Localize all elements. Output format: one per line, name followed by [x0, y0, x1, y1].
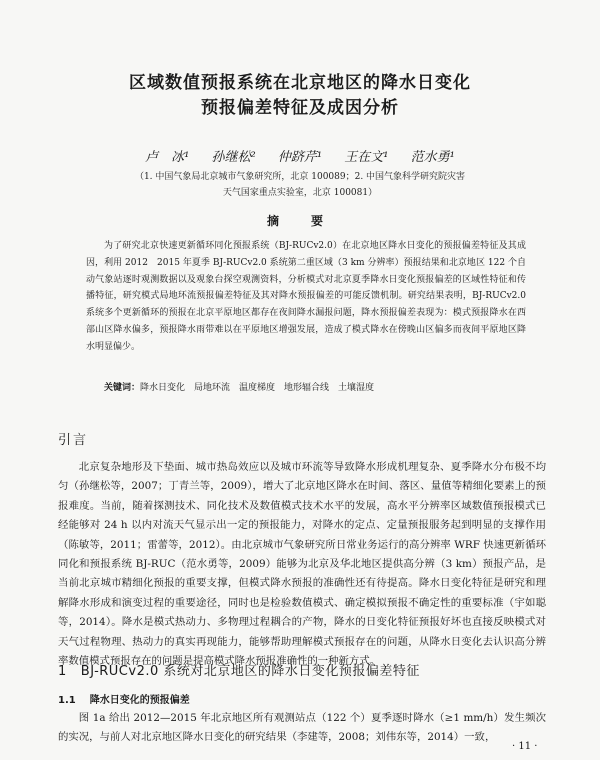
- author: 王在文¹: [344, 150, 389, 165]
- paper-title-line2: 预报偏差特征及成因分析: [201, 98, 399, 118]
- section-title: BJ-RUCv2.0 系统对北京地区的降水日变化预报偏差特征: [80, 664, 420, 679]
- subsection-title: 降水日变化的预报偏差: [89, 695, 190, 706]
- author: 范水勇¹: [410, 150, 455, 165]
- keywords: [104, 380, 524, 393]
- page-number: · 11 ·: [512, 741, 538, 752]
- intro-paragraph: 北京复杂地形及下垫面、城市热岛效应以及城市环流等导致降水形成机理复杂、夏季降水分布极不均匀（孙继松等，2007；丁青兰等，2009），增大了北京地区降水在时间、落区、量值等精细化要素上的预报难度。当前，随着探测技术、同化技术及数值模式技术水平的发展，高水平分辨率区域数值预报模式已经能够对 24 h 以内对流天气显示出一定的预报能力，对降水的定点、定量预报服务起到明显的支撑作用（陈敏等，2011；雷蕾等，2012）。由北京城市气象研究所日常业务运行的高分辨率 WRF 快速更新循环同化和预报系统 BJ-RUC（范水勇等，2009）能够为北京及华北地区提供高分辨（3 km）预报产品，是当前北京城市精细化预报的重要支撑，但模式降水预报的准确性还有待提高。降水日变化特征是研究和理解降水形成和演变过程的重要途径，同时也是检验数值模式、确定模拟预报不确定性的重要标准（宇如聪等，2014）。降水是模式热动力、多物理过程耦合的产物，降水的日变化特征预报好坏也直接反映模式对天气过程物理、热动力的真实再现能力，能够帮助理解模式预报存在的问题，从降水日变化去认识高分辨率数值模式预报存在的问题是提高模式降水预报准确性的一种新方式。: [58, 461, 546, 668]
- abstract-text: 为了研究北京快速更新循环同化预报系统（BJ-RUCv2.0）在北京地区降水日变化的预报偏差特征及其成因，利用 2012 2015 年夏季 BJ-RUCv2.0 系统第二重区域（3 km 分辨率）预报结果和北京地区 122 个自动气象站逐时观测数据以及观象台探空观测资料，分析模式对北京夏季降水日变化预报偏差的区域性特征和传播特征，研究模式局地环流预报偏差特征及其对降水预报偏差的可能反馈机制。研究结果表明，BJ-RUCv2.0 系统多个更新循环的预报在北京平原地区都存在夜间降水漏报问题，降水预报偏差表现为：模式预报降水在西部山区降水偏多，预报降水雨带难以在平原地区增强发展，造成了模式降水在傍晚山区偏多而夜间平原地区降水明显偏少。: [86, 241, 526, 352]
- paper-title-line1: 区域数值预报系统在北京地区的降水日变化: [129, 73, 471, 93]
- author: 孙继松²: [211, 150, 256, 165]
- author: 仲跻芹¹: [277, 150, 323, 165]
- section-1-heading: [58, 660, 558, 679]
- keywords-label: 关键词：: [104, 383, 141, 393]
- subsection-number: 1.1: [58, 695, 76, 706]
- subsection-paragraph: 图 1a 给出 2012—2015 年北京地区所有观测站点（122 个）夏季逐时降水（≥1 mm/h）发生频次的实况，与前人对北京地区降水日变化的研究结果（李建等，2008；刘伟东等，2014）一致，: [58, 712, 546, 743]
- affiliation-line1: （1. 中国气象局北京城市气象研究所，北京 100089；2. 中国气象科学研究院灾害: [134, 172, 466, 182]
- author: 卢 冰¹: [145, 150, 190, 165]
- keywords-list: 降水日变化 局地环流 温度梯度 地形辐合线 土壤湿度: [140, 383, 375, 393]
- affiliation-line2: 天气国家重点实验室，北京 100081）: [222, 188, 378, 198]
- intro-heading: 引言: [58, 433, 89, 448]
- subsection-1-1-heading: [58, 691, 190, 706]
- abstract-heading: 摘 要: [266, 214, 333, 228]
- author-list: [0, 146, 600, 165]
- section-number: 1: [58, 664, 67, 679]
